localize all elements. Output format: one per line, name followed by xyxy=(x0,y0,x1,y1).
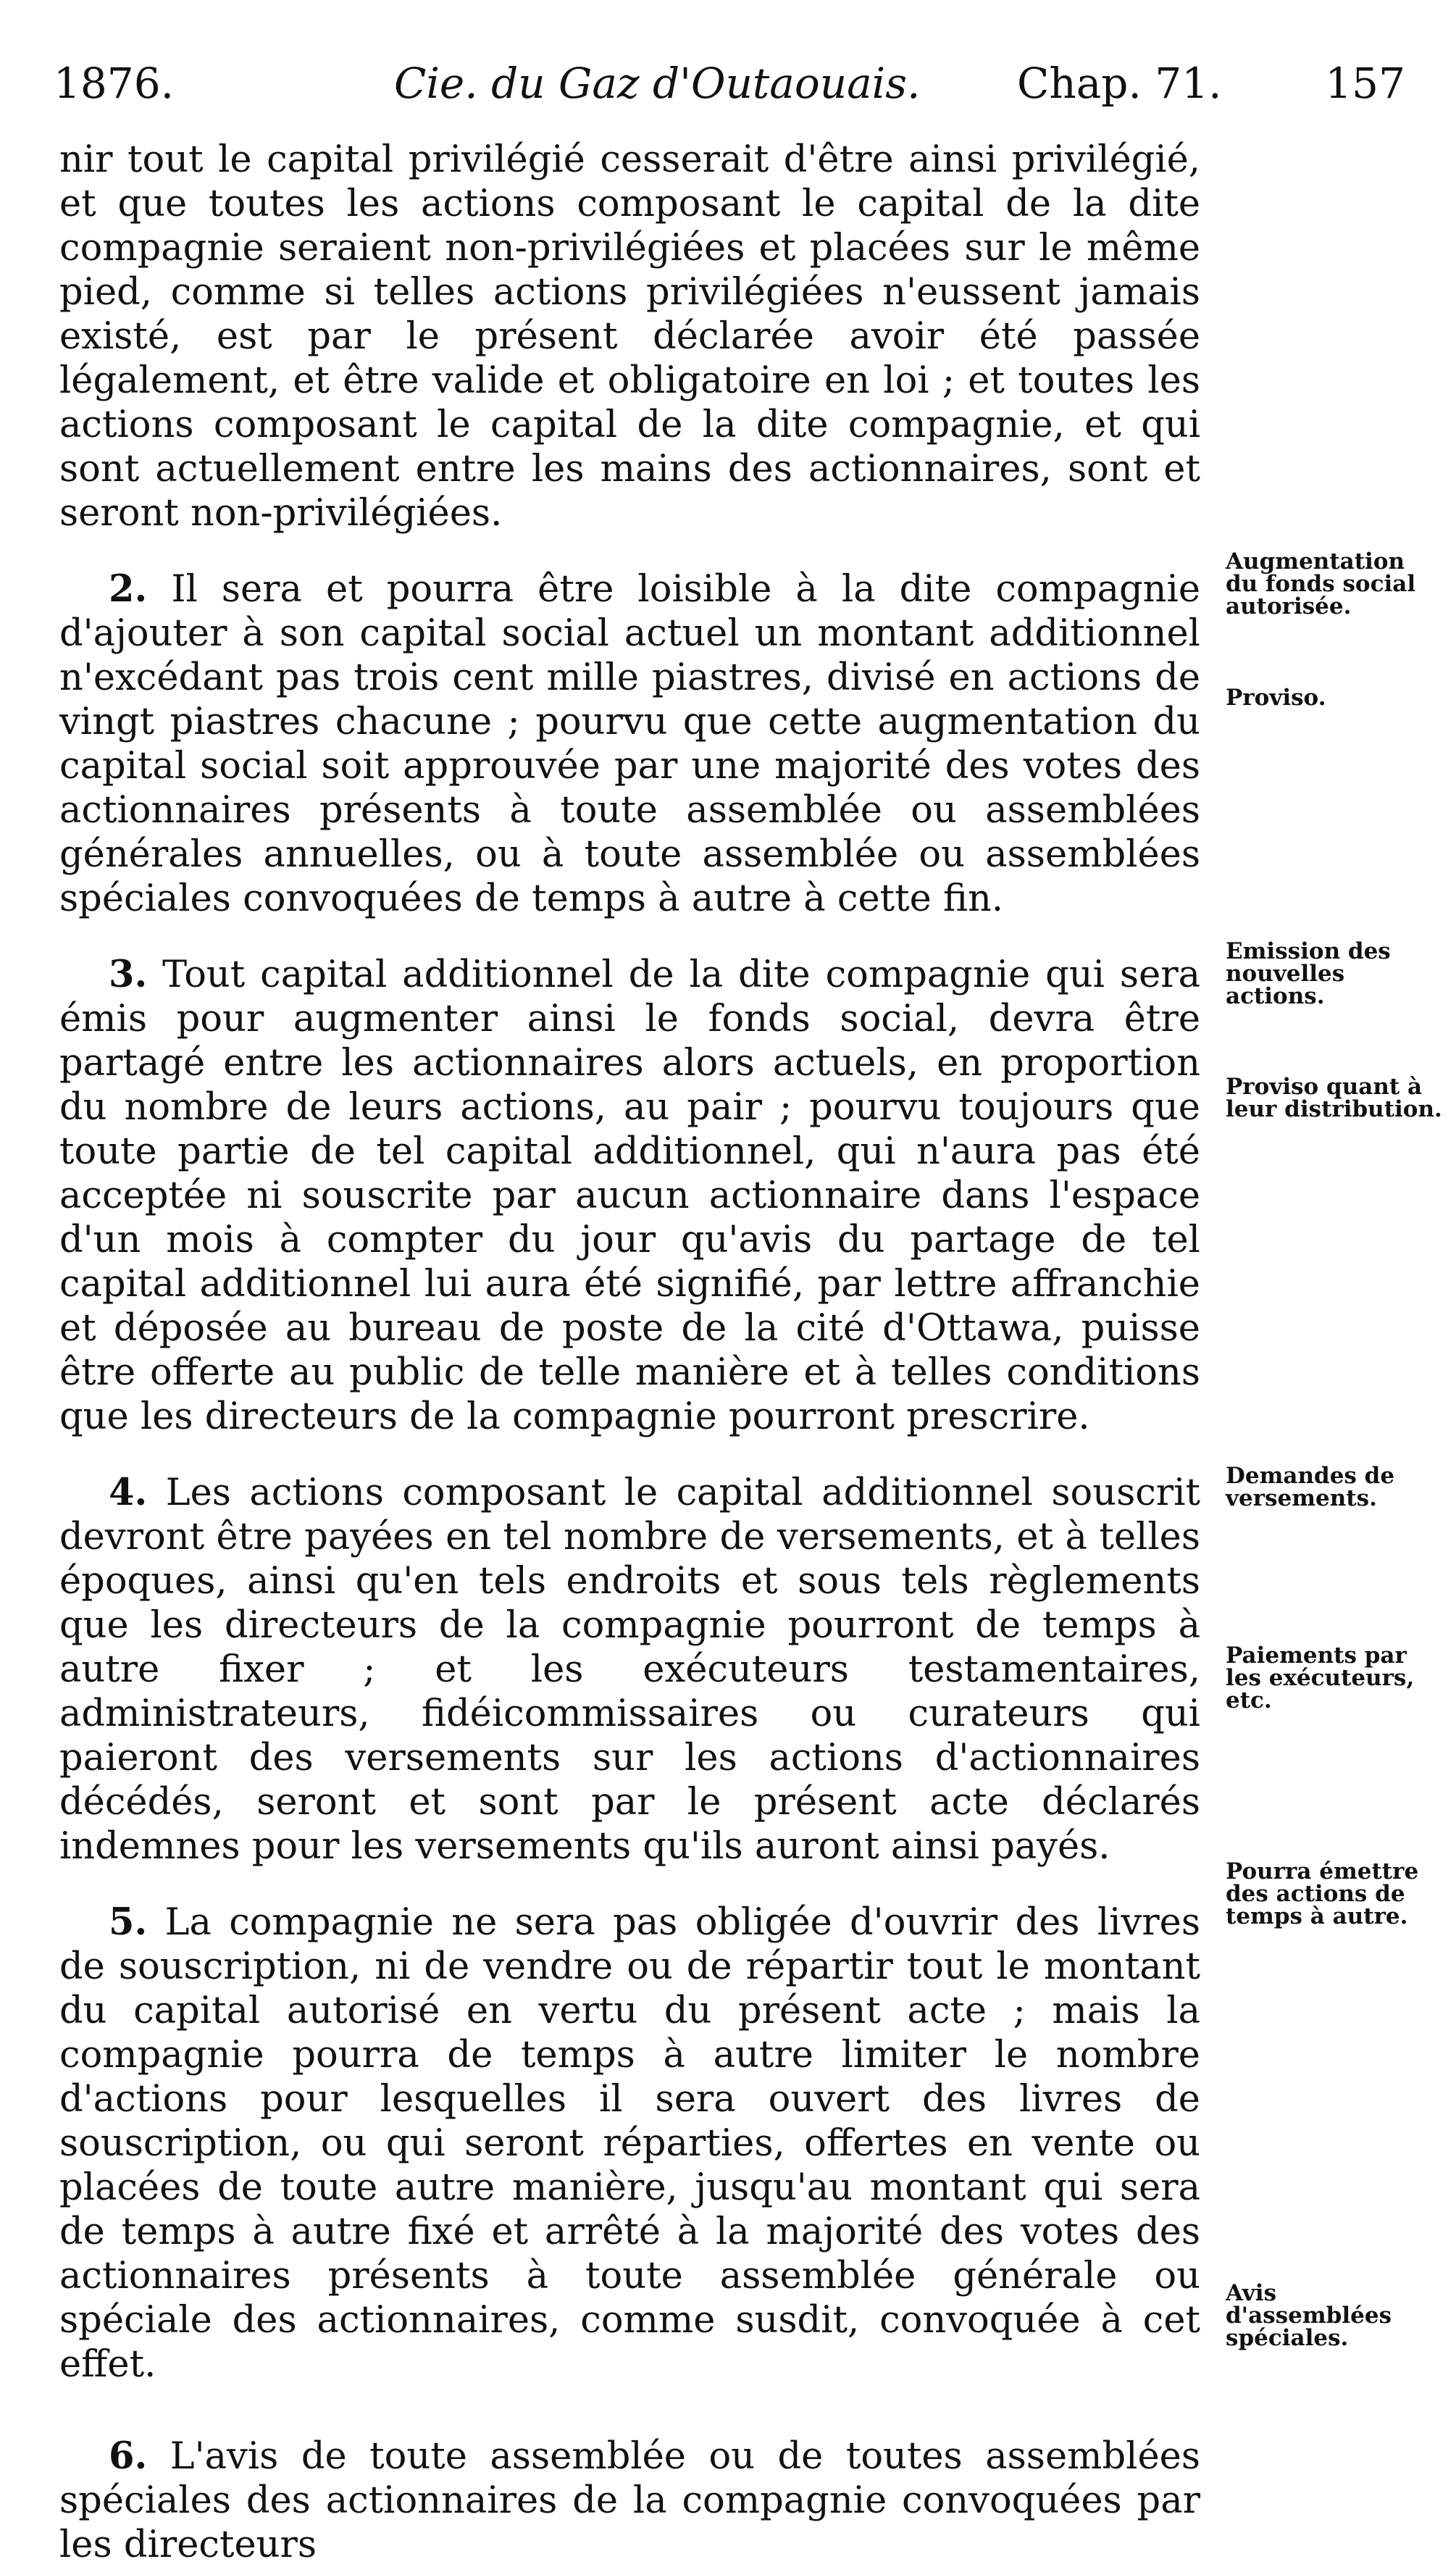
header-page-number: 157 xyxy=(1325,59,1405,108)
section-number: 2. xyxy=(109,567,148,611)
paragraph-text: La compagnie ne sera pas obligée d'ouvrir des livres de souscription, ni de vendre ou de répartir tout le montant du capital autorisé en vertu du présent acte ; mais la compagnie pourra de temps à autre limiter le nombre d'actions pour lesquelles il sera ouvert des livres de souscription, ou qui seront réparties, offertes en vente ou placées de toute autre manière, jusqu'au montant qui sera de temps à autre fixé et arrêté à la majorité des votes des actionnaires présents à toute assemblée générale ou spéciale des actionnaires, comme susdit, convoquée à cet effet. xyxy=(59,1901,1200,2386)
paragraph-text: nir tout le capital privilégié cesserait d'être ainsi privilégié, et que toutes les actions composant le capital de la dite compagnie seraient non-privilégiées et placées sur le même pied, comme si telles actions privilégiées n'eussent jamais existé, est par le présent déclarée avoir été passée légalement, et être valide et obligatoire en loi ; et toutes les actions composant le capital de la dite compagnie, et qui sont actuellement entre les mains des actionnaires, sont et seront non-privilégiées. xyxy=(59,138,1200,535)
section-5 xyxy=(59,1900,1200,2387)
margin-note-emettre: Pourra émettre des actions de temps à autre. xyxy=(1226,1858,1419,1929)
paragraph-text: L'avis de toute assemblée ou de toutes assemblées spéciales des actionnaires de la compagnie convoquées par les directeurs xyxy=(59,2435,1200,2566)
section-number: 5. xyxy=(109,1900,148,1944)
section-4 xyxy=(59,1471,1200,1869)
margin-note-demandes: Demandes de versements. xyxy=(1226,1463,1395,1511)
header-year: 1876. xyxy=(54,59,175,108)
section-number: 3. xyxy=(109,953,148,996)
margin-note-augmentation: Augmentation du fonds social autorisée. xyxy=(1226,548,1416,619)
header-title: Cie. du Gaz d'Outaouais. xyxy=(394,59,921,108)
margin-note-emission: Emission des nouvelles actions. xyxy=(1226,938,1391,1009)
paragraph-text: Les actions composant le capital additionnel souscrit devront être payées en tel nombre de versements, et à telles époques, ainsi qu'en tels endroits et sous tels règlements que les directeurs de la compagnie pourront de temps à autre fixer ; et les exécuteurs testamentaires, administrateurs, fidéicommissaires ou curateurs qui paieront des versements sur les actions d'actionnaires décédés, seront et sont par le présent acte déclarés indemnes pour les versements qu'ils auront ainsi payés. xyxy=(59,1472,1200,1868)
paragraph-text: Il sera et pourra être loisible à la dite compagnie d'ajouter à son capital social actuel un montant additionnel n'excédant pas trois cent mille piastres, divisé en actions de vingt piastres chacune ; pourvu que cette augmentation du capital social soit approuvée par une majorité des votes des actionnaires présents à toute assemblée ou assemblées générales annuelles, ou à toute assemblée ou assemblées spéciales convoquées de temps à autre à cette fin. xyxy=(59,568,1200,920)
section-6 xyxy=(59,2434,1200,2567)
margin-note-avis: Avis d'assemblées spéciales. xyxy=(1226,2280,1392,2351)
paragraph-text: Tout capital additionnel de la dite compagnie qui sera émis pour augmenter ainsi le fonds social, devra être partagé entre les actionnaires alors actuels, en proportion du nombre de leurs actions, au pair ; pourvu toujours que toute partie de tel capital additionnel, qui n'aura pas été acceptée ni souscrite par aucun actionnaire dans l'espace d'un mois à compter du jour qu'avis du partage de tel capital additionnel lui aura été signifié, par lettre affranchie et déposée au bureau de poste de la cité d'Ottawa, puisse être offerte au public de telle manière et à telles conditions que les directeurs de la compagnie pourront prescrire. xyxy=(59,953,1200,1438)
section-number: 6. xyxy=(109,2434,148,2478)
margin-note-paiements: Paiements par les exécuteurs, etc. xyxy=(1226,1643,1415,1714)
section-2 xyxy=(59,567,1200,921)
header-chapter: Chap. 71. xyxy=(1017,59,1222,108)
margin-note-proviso-distribution: Proviso quant à leur distribution. xyxy=(1226,1074,1442,1122)
paragraph-continuation xyxy=(59,138,1200,535)
section-number: 4. xyxy=(109,1471,148,1514)
body-text xyxy=(59,138,1200,2567)
section-3 xyxy=(59,953,1200,1439)
page-header xyxy=(54,54,1405,112)
margin-note-proviso: Proviso. xyxy=(1226,685,1326,711)
